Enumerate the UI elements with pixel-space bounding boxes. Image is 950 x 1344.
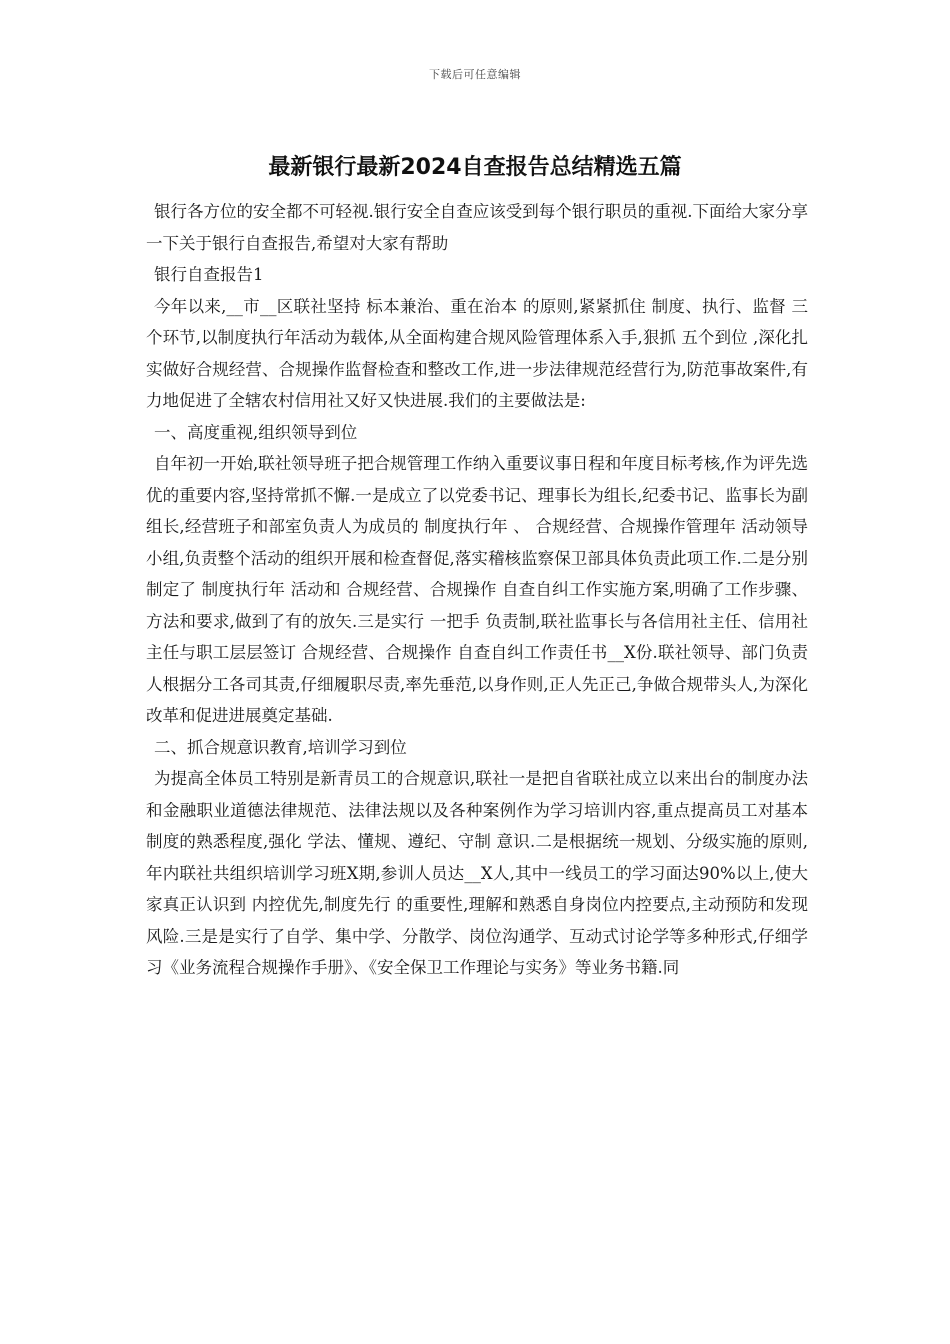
document-title: 最新银行最新2024自查报告总结精选五篇 [268,155,682,180]
document-body [146,196,808,984]
page-header-note: 下载后可任意编辑 [429,68,521,81]
intro-paragraph: 银行各方位的安全都不可轻视.银行安全自查应该受到每个银行职员的重视.下面给大家分享一下关于银行自查报告,希望对大家有帮助 [146,202,808,253]
section-heading-1: 一、高度重视,组织领导到位 [154,422,358,442]
body-paragraph: 今年以来,__市__区联社坚持 标本兼治、重在治本 的原则,紧紧抓住 制度、执行、监督 三个环节,以制度执行年活动为载体,从全面构建合规风险管理体系入手,狠抓 五个到位 ,深化扎实做好合规经营、合规操作监督检查和整改工作,进一步法律规范经营行为,防范事故案件,有力地促进了全辖农村信用社又好又快进展.我们的主要做法是: [146,296,808,410]
section-heading-2: 二、抓合规意识教育,培训学习到位 [154,737,407,757]
section-heading-report-1: 银行自查报告1 [154,265,264,284]
body-paragraph: 自年初一开始,联社领导班子把合规管理工作纳入重要议事日程和年度目标考核,作为评先选优的重要内容,坚持常抓不懈.一是成立了以党委书记、理事长为组长,纪委书记、监事长为副组长,经营班子和部室负责人为成员的 制度执行年 、 合规经营、合规操作管理年 活动领导小组,负责整个活动的组织开展和检查督促,落实稽核监察保卫部具体负责此项工作.二是分别制定了 制度执行年 活动和 合规经营、合规操作 自查自纠工作实施方案,明确了工作步骤、方法和要求,做到了有的放矢.三是实行 一把手 负责制,联社监事长与各信用社主任、信用社主任与职工层层签订 合规经营、合规操作 自查自纠工作责任书__X份.联社领导、部门负责人根据分工各司其责,仔细履职尽责,率先垂范,以身作则,正人先正己,争做合规带头人,为深化改革和促进进展奠定基础. [146,454,808,725]
body-paragraph: 为提高全体员工特别是新青员工的合规意识,联社一是把自省联社成立以来出台的制度办法和金融职业道德法律规范、法律法规以及各种案例作为学习培训内容,重点提高员工对基本制度的熟悉程度,强化 学法、懂规、遵纪、守制 意识.二是根据统一规划、分级实施的原则,年内联社共组织培训学习班X期,参训人员达__X人,其中一线员工的学习面达90%以上,使大家真正认识到 内控优先,制度先行 的重要性,理解和熟悉自身岗位内控要点,主动预防和发现风险.三是是实行了自学、集中学、分散学、岗位沟通学、互动式讨论学等多种形式,仔细学习《业务流程合规操作手册》、《安全保卫工作理论与实务》等业务书籍.同 [146,769,808,977]
